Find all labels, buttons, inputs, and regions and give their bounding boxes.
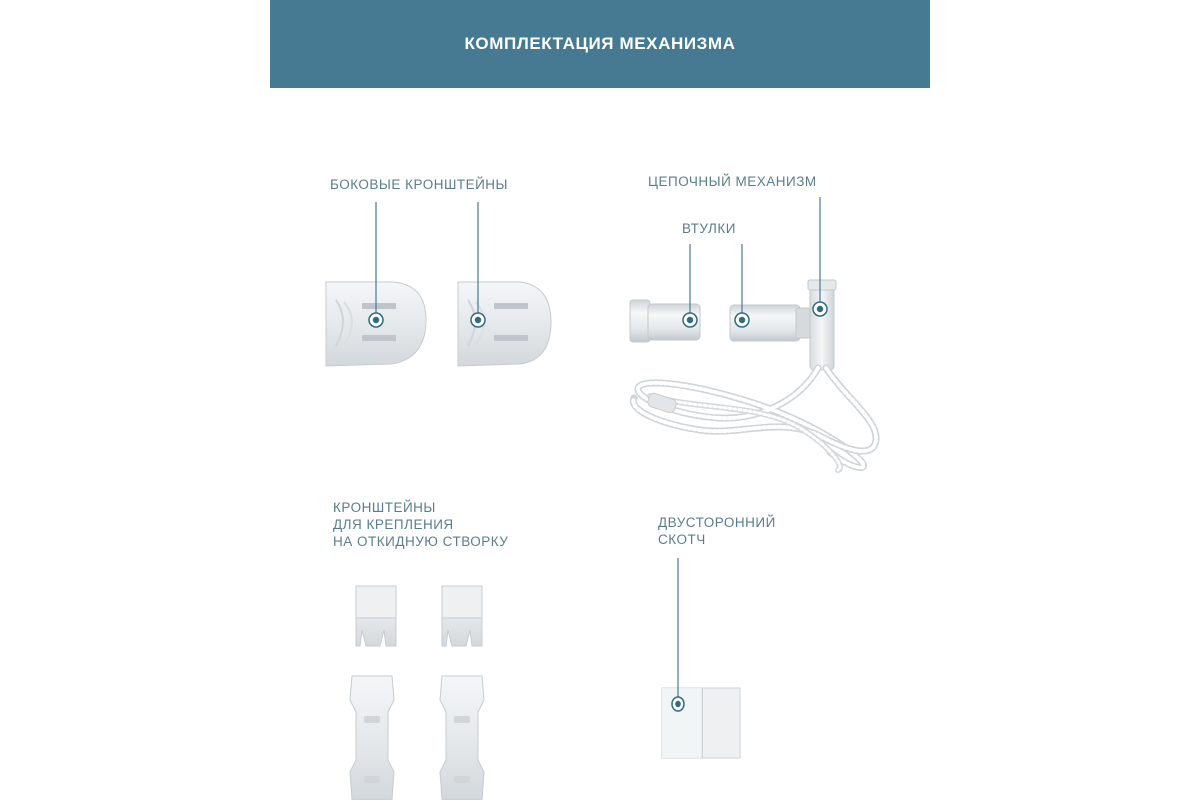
label-bushings: ВТУЛКИ — [682, 221, 736, 236]
marker-dot-tape — [672, 697, 684, 711]
chain-mechanism-block — [808, 280, 836, 370]
label-side-brackets: БОКОВЫЕ КРОНШТЕЙНЫ — [330, 177, 508, 192]
tilt-bracket-base-right — [440, 676, 484, 800]
marker-dot-chain-mechanism — [813, 302, 827, 316]
marker-dot-bushing-right — [735, 313, 749, 327]
marker-dot-side-bracket-left — [369, 313, 383, 327]
marker-dots — [369, 302, 827, 711]
header-title: КОМПЛЕКТАЦИЯ МЕХАНИЗМА — [464, 34, 736, 53]
tilt-bracket-base-left — [350, 676, 394, 800]
bead-chain — [633, 368, 876, 470]
tilt-bracket-clip-left — [356, 586, 396, 646]
marker-dot-side-bracket-right — [471, 313, 485, 327]
label-chain-mechanism: ЦЕПОЧНЫЙ МЕХАНИЗМ — [648, 174, 817, 189]
marker-dot-bushing-left — [683, 313, 697, 327]
label-double-sided-tape: ДВУСТОРОННИЙ СКОТЧ — [658, 515, 776, 547]
tilt-bracket-clip-right — [442, 586, 482, 646]
label-tilt-brackets: КРОНШТЕЙНЫ ДЛЯ КРЕПЛЕНИЯ НА ОТКИДНУЮ СТВОРКУ — [333, 500, 509, 549]
